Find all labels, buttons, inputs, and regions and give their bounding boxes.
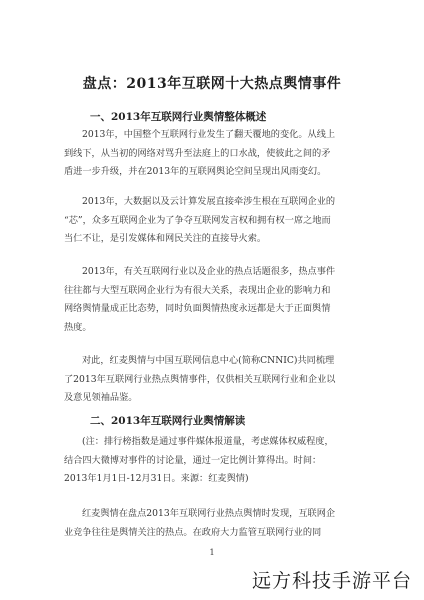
paragraph-line: 盾进一步升级，并在2013年的互联网舆论空间呈现出风雨变幻。 xyxy=(64,166,327,177)
paragraph-line: 当仁不让，是引发媒体和网民关注的直接导火索。 xyxy=(64,233,267,244)
paragraph-note xyxy=(64,433,364,489)
paragraph-1 xyxy=(64,126,364,182)
paragraph-line: 2013年，中国整个互联网行业发生了翻天覆地的变化。从线上 xyxy=(82,129,336,140)
paragraph-line: (注：排行榜指数是通过事件媒体报道量，考虑媒体权威程度， xyxy=(82,436,334,447)
paragraph-6 xyxy=(64,505,364,542)
paragraph-line: 网络舆情量成正比态势，同时负面舆情热度永远都是大于正面舆情 xyxy=(64,303,331,314)
paragraph-line: 热度。 xyxy=(64,321,92,333)
page-number: 1 xyxy=(209,548,215,557)
paragraph-line: 及意见领袖品鉴。 xyxy=(64,392,138,403)
document-title: 盘点：2013年互联网十大热点舆情事件 xyxy=(82,76,342,92)
paragraph-line: 往往都与大型互联网企业行为有很大关系，表现出企业的影响力和 xyxy=(64,284,331,296)
section-heading-analysis: 二、2013年互联网行业舆情解读 xyxy=(90,415,246,427)
paragraph-line: 红麦舆情在盘点2013年互联网行业热点舆情时发现，互联网企 xyxy=(82,508,336,519)
paragraph-line: 业竞争往往是舆情关注的热点。在政府大力监管互联网行业的同 xyxy=(64,526,322,538)
paragraph-line: 到线下，从当初的网络对骂升至法庭上的口水战，使彼此之间的矛 xyxy=(64,147,331,159)
watermark-text: 远方科技手游平台 xyxy=(251,570,412,592)
paragraph-line: 结合四大微博对事件的讨论量，通过一定比例计算得出。时间： xyxy=(64,454,322,466)
paragraph-line: 了2013年互联网行业热点舆情事件，仅供相关互联网行业和企业以 xyxy=(64,373,336,385)
paragraph-4 xyxy=(64,352,364,408)
paragraph-3 xyxy=(64,263,364,337)
paragraph-2 xyxy=(64,193,364,249)
section-heading-overview: 一、2013年互联网行业舆情整体概述 xyxy=(90,111,267,123)
paragraph-line: 2013年，大数据以及云计算发展直接牵涉生根在互联网企业的 xyxy=(82,196,336,207)
paragraph-line: 对此，红麦舆情与中国互联网信息中心(简称CNNIC)共同梳理 xyxy=(82,355,335,366)
paragraph-line: 2013年1月1日-12月31日。来源：红麦舆情) xyxy=(64,473,249,484)
paragraph-line: 2013年，有关互联网行业以及企业的热点话题很多，热点事件 xyxy=(82,266,336,277)
paragraph-line: “芯”，众多互联网企业为了争夺互联网发言权和拥有权一席之地而 xyxy=(64,214,331,226)
